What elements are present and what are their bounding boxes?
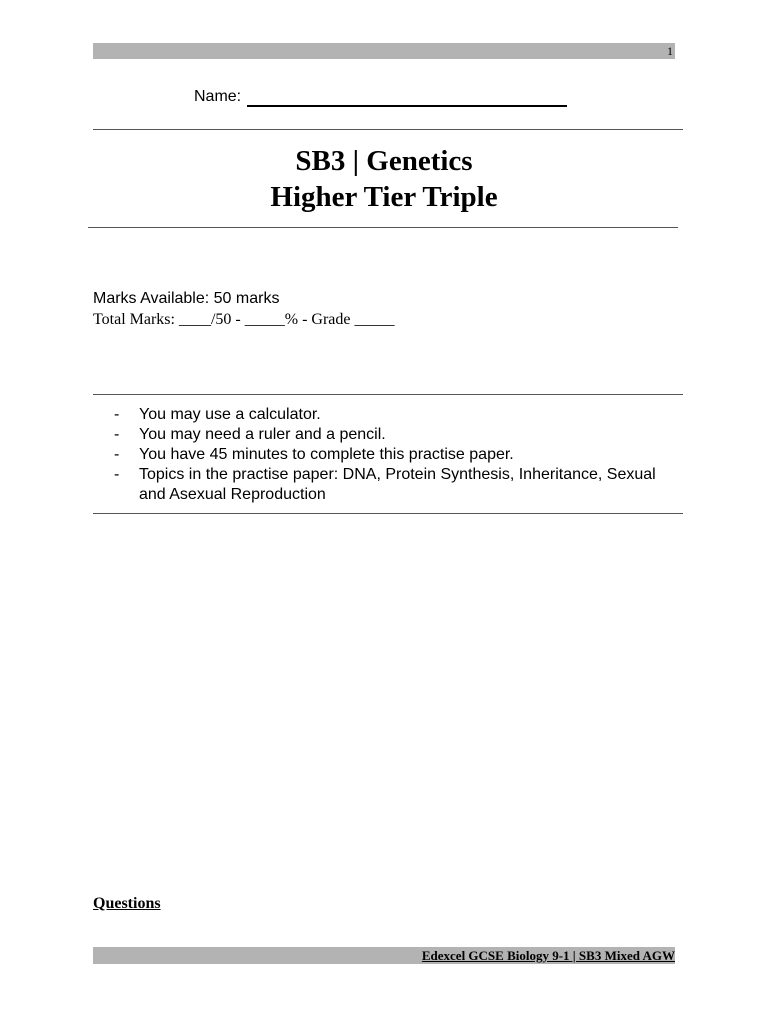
divider-title bbox=[88, 227, 678, 228]
total-marks: Total Marks: ____/50 - _____% - Grade _____ bbox=[93, 311, 395, 328]
page-number: 1 bbox=[667, 44, 673, 58]
divider-instructions-bottom bbox=[93, 513, 683, 514]
instruction-text: You have 45 minutes to complete this practise paper. bbox=[139, 446, 514, 463]
name-input-line[interactable] bbox=[247, 89, 567, 107]
footer-bar bbox=[93, 947, 675, 964]
title-line-2: Higher Tier Triple bbox=[270, 181, 498, 213]
instruction-text: Topics in the practise paper: DNA, Protein Synthesis, Inheritance, Sexual and Asexual Reproduction bbox=[139, 466, 656, 503]
list-item bbox=[114, 405, 674, 425]
footer-text: Edexcel GCSE Biology 9-1 | SB3 Mixed AGW bbox=[421, 948, 675, 963]
list-item bbox=[114, 445, 674, 465]
divider-top bbox=[93, 129, 683, 130]
title-line-1: SB3 | Genetics bbox=[295, 145, 473, 177]
bullet-dash: - bbox=[114, 446, 120, 463]
bullet-dash: - bbox=[114, 406, 120, 423]
instruction-text: You may use a calculator. bbox=[139, 406, 321, 423]
bullet-dash: - bbox=[114, 426, 120, 443]
page-title bbox=[93, 143, 675, 215]
list-item bbox=[114, 465, 674, 505]
list-item bbox=[114, 425, 674, 445]
divider-instructions-top bbox=[93, 394, 683, 395]
bullet-dash: - bbox=[114, 466, 120, 483]
instructions-list bbox=[114, 405, 674, 505]
header-bar bbox=[93, 43, 675, 59]
instruction-text: You may need a ruler and a pencil. bbox=[139, 426, 386, 443]
name-row bbox=[194, 87, 567, 107]
marks-available: Marks Available: 50 marks bbox=[93, 290, 280, 307]
name-label: Name: bbox=[194, 88, 242, 105]
questions-heading: Questions bbox=[93, 895, 161, 912]
